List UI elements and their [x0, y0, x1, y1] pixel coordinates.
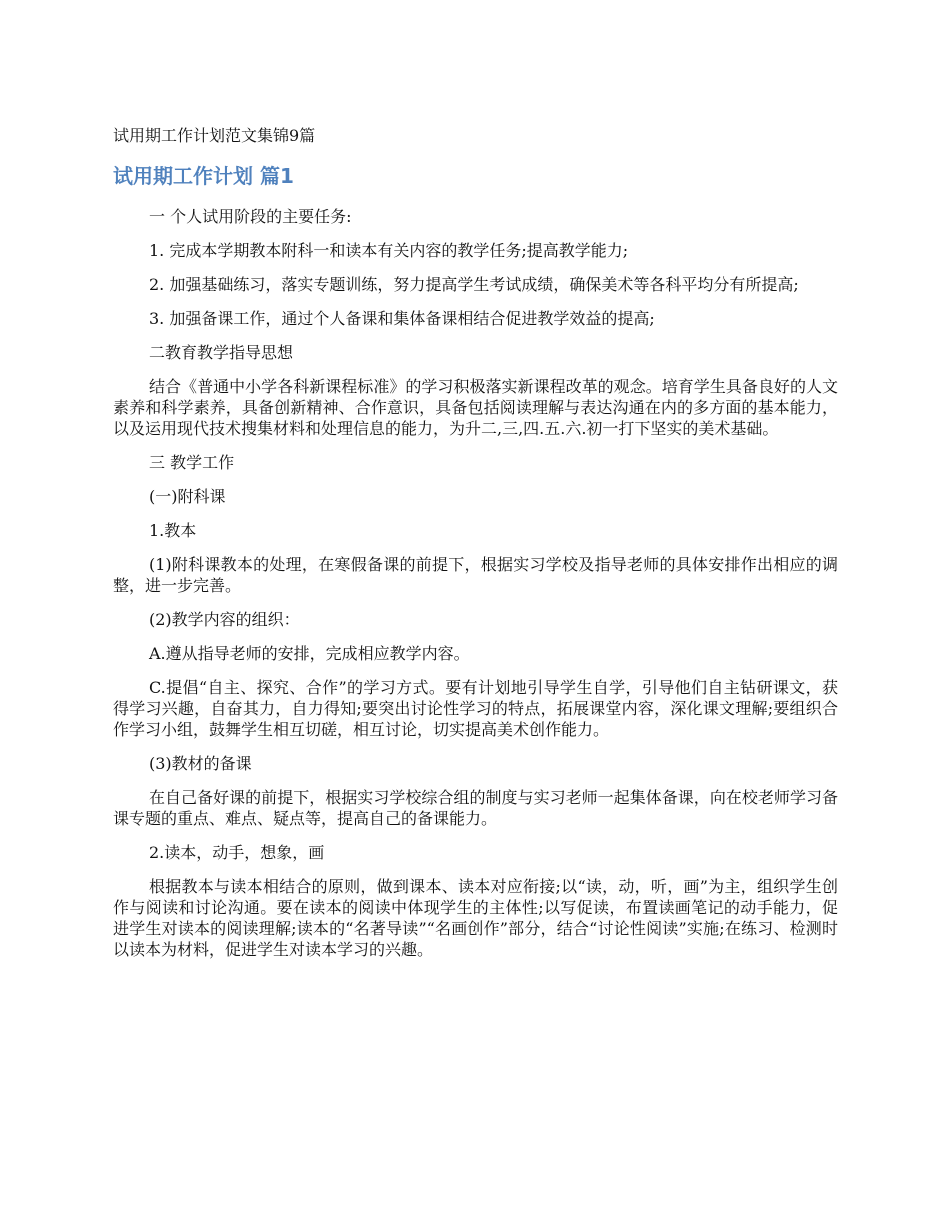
- paragraph-textbook-heading: 1.教本: [149, 521, 197, 540]
- section-heading: 试用期工作计划 篇1: [113, 164, 294, 188]
- paragraph-reader-body: 根据教本与读本相结合的原则，做到课本、读本对应衔接;以“读，动，听，画”为主，组织学生创作与阅读和讨论沟通。要在读本的阅读中体现学生的主体性;以写促读，布置读画笔记的动手能力，促进学生对读本的阅读理解;读本的“名著导读”“名画创作”部分，结合“讨论性阅读”实施;在练习、检测时以读本为材料，促进学生对读本学习的兴趣。: [113, 877, 838, 959]
- paragraph-content-organization: (2)教学内容的组织：: [149, 610, 300, 629]
- paragraph-textbook-processing: (1)附科课教本的处理，在寒假备课的前提下，根据实习学校及指导老师的具体安排作出相应的调整，进一步完善。: [113, 555, 838, 595]
- paragraph-teaching-heading: 三 教学工作: [149, 453, 235, 472]
- paragraph-reader-heading: 2.读本，动手，想象，画: [149, 843, 325, 862]
- paragraph-item-a: A.遵从指导老师的安排，完成相应教学内容。: [149, 644, 470, 663]
- paragraph-guiding-body: 结合《普通中小学各科新课程标准》的学习积极落实新课程改革的观念。培育学生具备良好的人文素养和科学素养，具备创新精神、合作意识，具备包括阅读理解与表达沟通在内的多方面的基本能力，以及运用现代技术搜集材料和处理信息的能力，为升二,三,四.五.六.初一打下坚实的美术基础。: [113, 377, 838, 438]
- paragraph-task-1: 1. 完成本学期教本附科一和读本有关内容的教学任务;提高教学能力;: [149, 241, 629, 260]
- paragraph-task-heading: 一 个人试用阶段的主要任务:: [149, 207, 352, 226]
- paragraph-task-3: 3. 加强备课工作，通过个人备课和集体备课相结合促进教学效益的提高;: [149, 309, 655, 328]
- document-title: 试用期工作计划范文集锦9篇: [113, 126, 316, 145]
- paragraph-subsection-1: (一)附科课: [149, 487, 226, 506]
- paragraph-lesson-prep-body: 在自己备好课的前提下，根据实习学校综合组的制度与实习老师一起集体备课，向在校老师学习备课专题的重点、难点、疑点等，提高自己的备课能力。: [113, 788, 838, 828]
- paragraph-guiding-heading: 二教育教学指导思想: [149, 343, 294, 362]
- paragraph-item-c: C.提倡“自主、探究、合作”的学习方式。要有计划地引导学生自学，引导他们自主钻研课文，获得学习兴趣，自奋其力，自力得知;要突出讨论性学习的特点，拓展课堂内容，深化课文理解;要组织合作学习小组，鼓舞学生相互切磋，相互讨论，切实提高美术创作能力。: [113, 678, 838, 739]
- paragraph-lesson-prep-heading: (3)教材的备课: [149, 754, 252, 773]
- paragraph-task-2: 2. 加强基础练习，落实专题训练，努力提高学生考试成绩，确保美术等各科平均分有所提高;: [149, 275, 799, 294]
